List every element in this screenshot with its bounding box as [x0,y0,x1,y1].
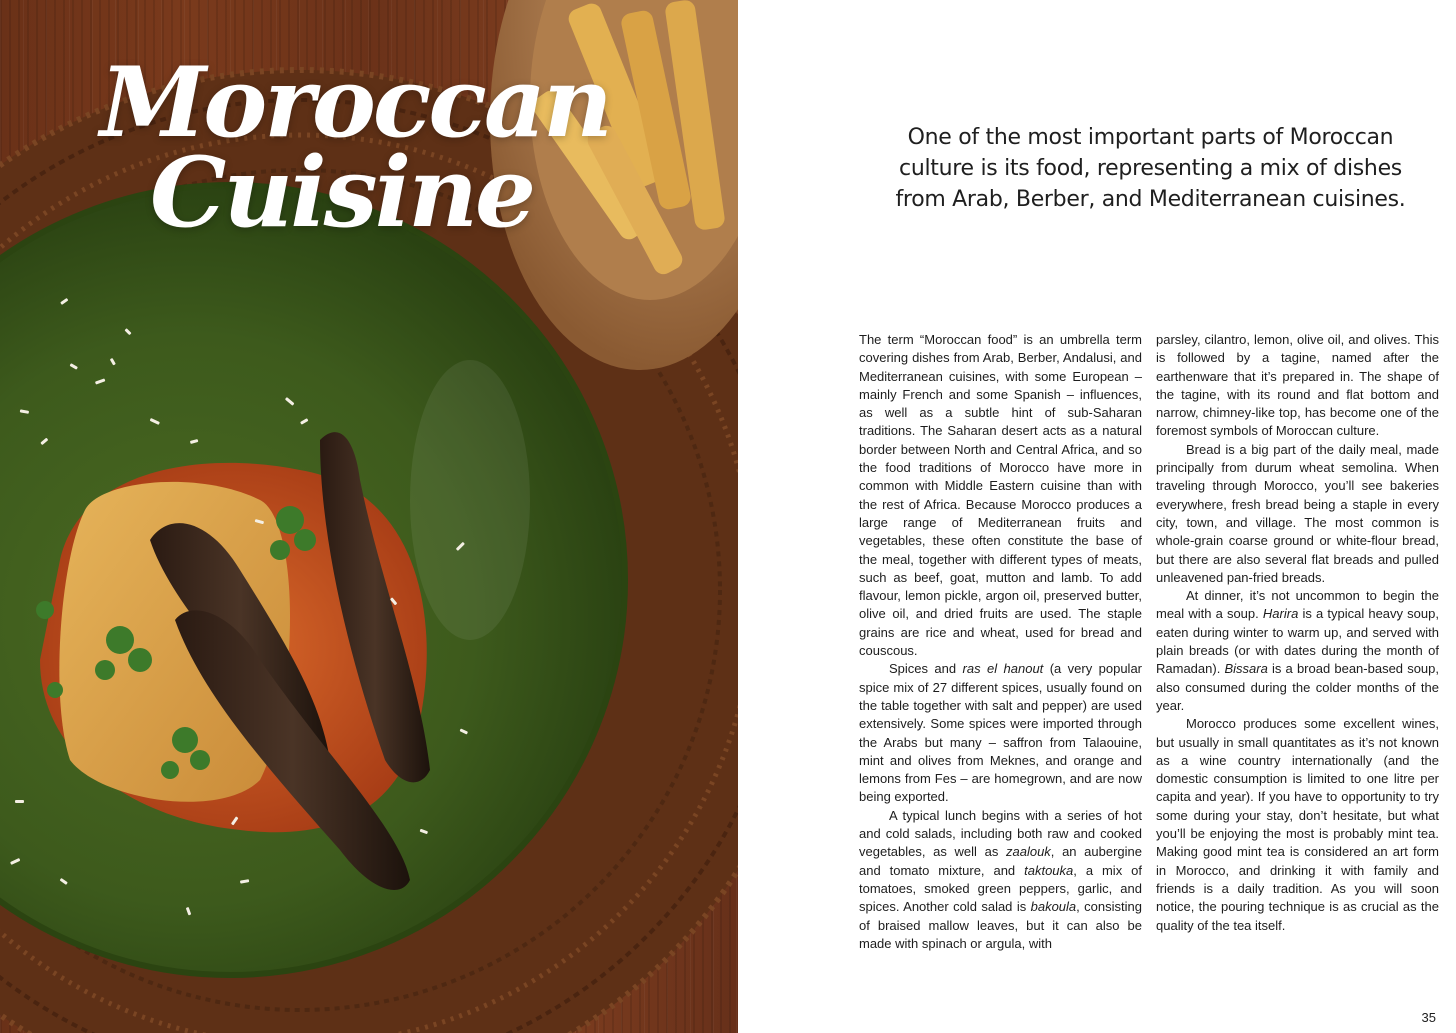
body-paragraph: A typical lunch begins with a series of hot and cold salads, including both raw and cooked vegetables, as well as zaalouk, an aubergine and tomato mixture, and taktouka, a mix of tomatoes, smoked green peppers, garlic, and spices. Another cold salad is bakoula, consisting of braised mallow leaves, but it can also be made with spinach or argula, with [859,807,1143,951]
page-number: 35 [1421,1010,1436,1025]
body-paragraph: Spices and ras el hanout (a very popular spice mix of 27 different spices, usually found on the table together with salt and pepper) are used extensively. Some spices were imported through the Arabs but many – saffron from Talaouine, mint and olives from Meknes, and orange and lemons from Fes – are homegrown, and are now being exported. [859,661,1143,805]
body-paragraph: parsley, cilantro, lemon, olive oil, and olives. This is followed by a tagine, named after the earthenware that it’s prepared in. The shape of the tagine, with its round and flat bottom and narrow, chimney-like top, has become one of the foremost symbols of Moroccan culture. [1156,332,1439,439]
title-line-2: Cuisine [150,136,534,249]
page-title [100,46,620,249]
text-page [738,0,1456,1033]
body-column-right [1156,331,1439,935]
intro-paragraph: One of the most important parts of Moroccan culture is its food, representing a mix of dishes from Arab, Berber, and Mediterranean cuisines. [895,125,1406,212]
body-paragraph: Morocco produces some excellent wines, but usually in small quantitates as it’s not known as a wine country internationally (and the domestic consumption is limited to one litre per capita and year). If you have to opportunity to try some during your stay, don’t hesitate, but what you’ll be enjoying the most is probably mint tea. Making good mint tea is considered an art form in Morocco, and drinking it with family and friends is a daily tradition. As you will soon notice, the pouring technique is as crucial as the quality of the tea itself. [1156,716,1439,933]
title-line-1: Moroccan [100,46,610,159]
body-paragraph: At dinner, it’s not uncommon to begin the meal with a soup. Harira is a typical heavy soup, eaten during winter to warm up, and served with plain breads (or with dates during the month of Ramadan). Bissara is a broad bean-based soup, also consumed during the colder months of the year. [1156,588,1440,713]
body-column-left [859,331,1142,953]
body-paragraph: Bread is a big part of the daily meal, made principally from durum wheat semolina. When traveling through Morocco, you’ll see bakeries everywhere, fresh bread being a staple in every city, town, and village. The most common is whole-grain coarse ground or white-flour bread, but there are also several flat breads and pulled unleavened pan-fried breads. [1156,441,1439,585]
body-paragraph: The term “Moroccan food” is an umbrella term covering dishes from Arab, Berber, Andalusi, and Mediterranean cuisines, with some European – mainly French and some Spanish – influences, as well as a subtle hint of sub-Saharan traditions. The Saharan desert acts as a natural border between North and Central Africa, and so the food traditions of Morocco have more in common with Middle Eastern cuisine than with the rest of Africa. Because Morocco produces a large range of Mediterranean fruits and vegetables, these often constitute the base of the meal, together with different types of meats, such as beef, goat, mutton and lamb. To add flavour, lemon pickle, argon oil, preserved butter, olive oil, and dried fruits are used. The staple grains are rice and wheat, used for bread and couscous. [859,332,1142,659]
